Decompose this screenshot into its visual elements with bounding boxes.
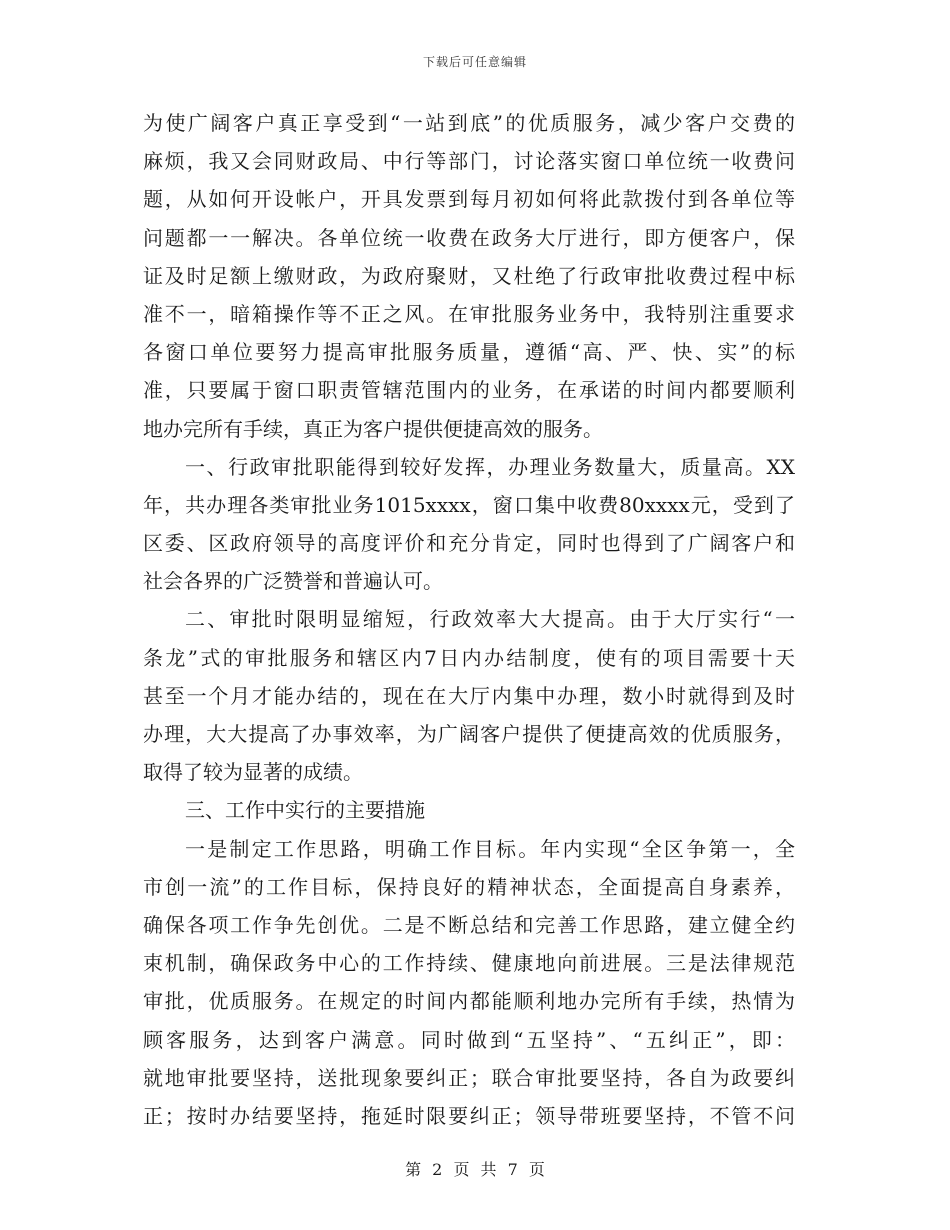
paragraph-1-line-8: 准，只要属于窗口职责管辖范围内的业务，在承诺的时间内都要顺利 bbox=[143, 378, 795, 403]
paragraph-3-line-3: 甚至一个月才能办结的，现在在大厅内集中办理，数小时就得到及时 bbox=[143, 683, 795, 708]
paragraph-1-line-9: 地办完所有手续，真正为客户提供便捷高效的服务。 bbox=[143, 416, 603, 441]
paragraph-2-line-1: 一、行政审批职能得到较好发挥，办理业务数量大，质量高。XX bbox=[185, 454, 795, 479]
paragraph-1-line-3: 题，从如何开设帐户，开具发票到每月初如何将此款拨付到各单位等 bbox=[143, 187, 795, 212]
paragraph-1-line-2: 麻烦，我又会同财政局、中行等部门，讨论落实窗口单位统一收费问 bbox=[143, 149, 795, 174]
paragraph-1-line-5: 证及时足额上缴财政，为政府聚财，又杜绝了行政审批收费过程中标 bbox=[143, 263, 795, 288]
paragraph-1-line-7: 各窗口单位要努力提高审批服务质量，遵循“高、严、快、实”的标 bbox=[143, 340, 795, 365]
paragraph-1-line-1: 为使广阔客户真正享受到“一站到底”的优质服务，减少客户交费的 bbox=[143, 111, 795, 135]
paragraph-2-line-2: 年，共办理各类审批业务1015xxxx，窗口集中收费80xxxx元，受到了 bbox=[143, 492, 795, 517]
paragraph-5-line-6: 顾客服务，达到客户满意。同时做到“五坚持”、“五纠正”，即： bbox=[143, 1027, 795, 1052]
paragraph-3-line-2: 条龙”式的审批服务和辖区内7日内办结制度，使有的项目需要十天 bbox=[143, 645, 795, 670]
page-header: 下载后可任意编辑 bbox=[422, 55, 527, 69]
paragraph-1-line-4: 问题都一一解决。各单位统一收费在政务大厅进行，即方便客户，保 bbox=[143, 225, 795, 250]
paragraph-3-line-4: 办理，大大提高了办事效率，为广阔客户提供了便捷高效的优质服务， bbox=[143, 722, 795, 746]
paragraph-5-line-1: 一是制定工作思路，明确工作目标。年内实现“全区争第一，全 bbox=[185, 836, 795, 861]
paragraph-5-line-7: 就地审批要坚持，送批现象要纠正；联合审批要坚持，各自为政要纠 bbox=[143, 1065, 795, 1090]
paragraph-2-line-3: 区委、区政府领导的高度评价和充分肯定，同时也得到了广阔客户和 bbox=[143, 531, 795, 556]
paragraph-5-line-8: 正；按时办结要坚持，拖延时限要纠正；领导带班要坚持，不管不问 bbox=[143, 1103, 795, 1128]
paragraph-2-line-4: 社会各界的广泛赞誉和普遍认可。 bbox=[143, 569, 443, 594]
paragraph-5-line-5: 审批，优质服务。在规定的时间内都能顺利地办完所有手续，热情为 bbox=[143, 989, 795, 1014]
paragraph-5-line-4: 束机制，确保政务中心的工作持续、健康地向前进展。三是法律规范 bbox=[143, 951, 795, 976]
document-body bbox=[143, 104, 795, 1135]
paragraph-5-line-3: 确保各项工作争先创优。二是不断总结和完善工作思路，建立健全约 bbox=[143, 912, 795, 937]
paragraph-3-line-1: 二、审批时限明显缩短，行政效率大大提高。由于大厅实行“一 bbox=[185, 607, 795, 632]
paragraph-5-line-2: 市创一流”的工作目标，保持良好的精神状态，全面提高自身素养， bbox=[143, 874, 795, 899]
paragraph-3-line-5: 取得了较为显著的成绩。 bbox=[143, 760, 363, 785]
section-heading: 三、工作中实行的主要措施 bbox=[185, 798, 425, 823]
paragraph-1-line-6: 准不一，暗箱操作等不正之风。在审批服务业务中，我特别注重要求 bbox=[143, 301, 795, 326]
page-number-footer: 第 2 页 共 7 页 bbox=[405, 1160, 545, 1179]
